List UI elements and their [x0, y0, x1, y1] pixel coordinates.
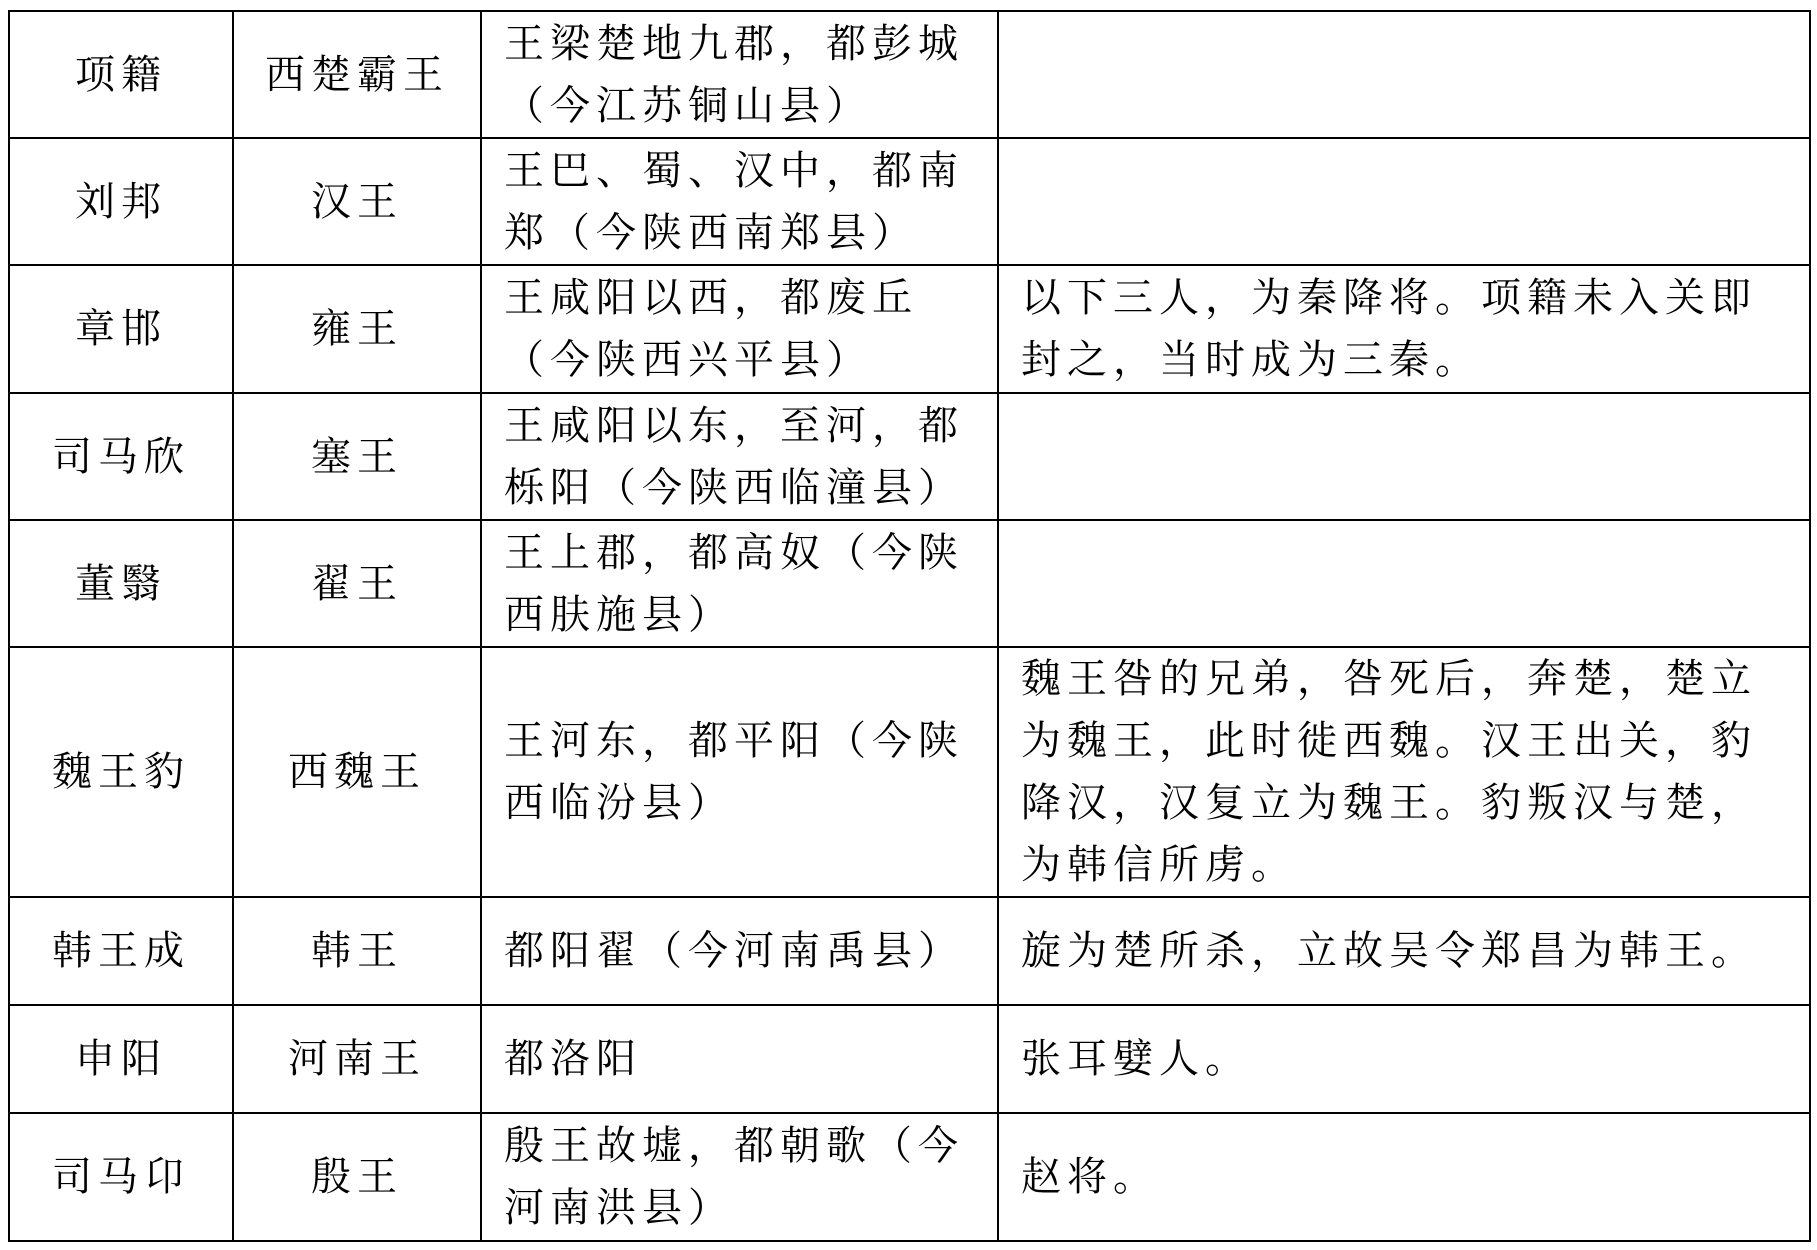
note-cell: 魏王咎的兄弟，咎死后，奔楚，楚立为魏王，此时徙西魏。汉王出关，豹降汉，汉复立为魏王。豹叛汉与楚，为韩信所虏。 — [998, 647, 1810, 897]
note-cell: 张耳嬖人。 — [998, 1005, 1810, 1113]
fief-capital-cell: 王上郡，都高奴（今陕西肤施县） — [481, 520, 998, 647]
king-title-cell: 翟王 — [233, 520, 481, 647]
person-name-cell: 董翳 — [9, 520, 233, 647]
fief-capital-cell: 王梁楚地九郡，都彭城（今江苏铜山县） — [481, 11, 998, 138]
table-row — [9, 1113, 1810, 1241]
fief-capital-cell: 王巴、蜀、汉中，都南郑（今陕西南郑县） — [481, 138, 998, 265]
table-row — [9, 138, 1810, 265]
person-name-cell: 章邯 — [9, 265, 233, 393]
fief-capital-cell: 王河东，都平阳（今陕西临汾县） — [481, 647, 998, 897]
table-row — [9, 1005, 1810, 1113]
fief-capital-cell: 殷王故墟，都朝歌（今河南洪县） — [481, 1113, 998, 1241]
fief-capital-cell: 王咸阳以西，都废丘（今陕西兴平县） — [481, 265, 998, 393]
table-row — [9, 11, 1810, 138]
person-name-cell: 项籍 — [9, 11, 233, 138]
person-name-cell: 刘邦 — [9, 138, 233, 265]
note-cell: 旋为楚所杀，立故吴令郑昌为韩王。 — [998, 897, 1810, 1005]
king-title-cell: 河南王 — [233, 1005, 481, 1113]
note-cell — [998, 11, 1810, 138]
fief-capital-cell: 都阳翟（今河南禹县） — [481, 897, 998, 1005]
king-title-cell: 雍王 — [233, 265, 481, 393]
fief-capital-cell: 王咸阳以东，至河，都栎阳（今陕西临潼县） — [481, 393, 998, 520]
king-title-cell: 汉王 — [233, 138, 481, 265]
king-title-cell: 西楚霸王 — [233, 11, 481, 138]
king-title-cell: 殷王 — [233, 1113, 481, 1241]
person-name-cell: 司马卬 — [9, 1113, 233, 1241]
note-cell: 以下三人，为秦降将。项籍未入关即封之，当时成为三秦。 — [998, 265, 1810, 393]
table-row — [9, 520, 1810, 647]
fief-capital-cell: 都洛阳 — [481, 1005, 998, 1113]
enfeoffed-kings-table — [8, 10, 1811, 1242]
king-title-cell: 塞王 — [233, 393, 481, 520]
table-row — [9, 897, 1810, 1005]
person-name-cell: 司马欣 — [9, 393, 233, 520]
note-cell — [998, 520, 1810, 647]
table-row — [9, 393, 1810, 520]
person-name-cell: 韩王成 — [9, 897, 233, 1005]
king-title-cell: 韩王 — [233, 897, 481, 1005]
note-cell: 赵将。 — [998, 1113, 1810, 1241]
note-cell — [998, 393, 1810, 520]
table-row — [9, 265, 1810, 393]
person-name-cell: 魏王豹 — [9, 647, 233, 897]
person-name-cell: 申阳 — [9, 1005, 233, 1113]
note-cell — [998, 138, 1810, 265]
table-row — [9, 647, 1810, 897]
king-title-cell: 西魏王 — [233, 647, 481, 897]
